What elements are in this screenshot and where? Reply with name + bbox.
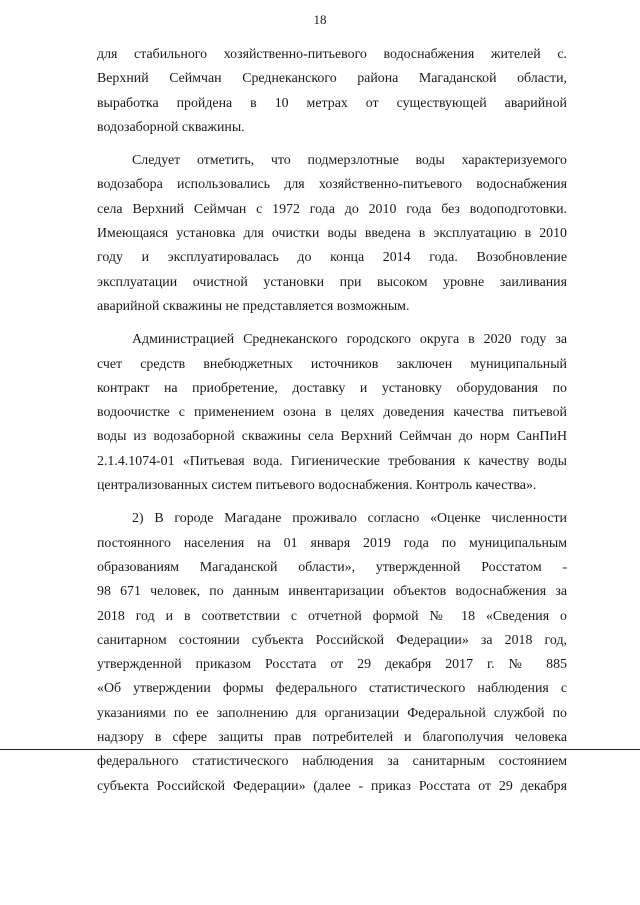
text-line: субъекта Российской Федерации» (далее - приказ Росстата от 29 декабря [97,778,567,794]
text-line: водоочистке с применением озона в целях доведения качества питьевой [97,405,567,421]
text-line: счет средств внебюджетных источников заключен муниципальный [97,356,567,372]
text-line: водозабора использовались для хозяйственно-питьевого водоснабжения [97,177,567,193]
text-line: аварийной скважины не представляется возможным. [97,298,410,314]
text-line: 2.1.4.1074-01 «Питьевая вода. Гигиенические требования к качеству воды [97,453,567,469]
text-line: водозаборной скважины. [97,119,245,135]
page-number: 18 [313,12,327,27]
text-line: для стабильного хозяйственно-питьевого водоснабжения жителей с. [97,47,567,62]
text-line: утвержденной приказом Росстата от 29 декабря 2017 г. № 885 [97,657,567,673]
text-line: села Верхний Сеймчан с 1972 года до 2010 года без водоподготовки. [97,201,567,217]
text-line: постоянного населения на 01 января 2019 года по муниципальным [97,535,567,551]
text-line: 2) В городе Магадане проживало согласно «Оценке численности [132,511,567,527]
text-line: «Об утверждении формы федерального статистического наблюдения с [97,681,567,697]
page-bottom-divider [0,749,640,750]
text-line: контракт на приобретение, доставку и установку оборудования по [97,380,567,396]
text-line: Верхний Сеймчан Среднеканского района Магаданской области, [97,71,567,87]
paragraph-1 [97,43,567,140]
text-line: санитарном состоянии субъекта Российской Федерации» за 2018 год, [97,632,567,648]
text-line: эксплуатации очистной установки при высоком уровне заиливания [97,274,567,290]
text-line: 2018 год и в соответствии с отчетной формой № 18 «Сведения о [97,608,567,624]
text-line: указаниями по ее заполнению для организации Федеральной службой по [97,705,567,721]
text-line: Администрацией Среднеканского городского округа в 2020 году за [132,332,567,348]
text-line: централизованных систем питьевого водоснабжения. Контроль качества». [97,478,537,494]
text-line: воды из водозаборной скважины села Верхний Сеймчан до норм СанПиН [97,429,567,445]
text-line: надзору в сфере защиты прав потребителей и благополучия человека [97,730,567,746]
text-line: выработка пройдена в 10 метрах от существующей аварийной [97,95,567,111]
paragraph-2 [97,149,567,319]
text-line: образованиям Магаданской области», утвержденной Росстатом - [97,559,567,575]
paragraph-3 [97,328,567,498]
text-line: году и эксплуатировалась до конца 2014 года. Возобновление [97,250,567,266]
text-line: Следует отметить, что подмерзлотные воды характеризуемого [132,153,567,169]
text-line: Имеющаяся установка для очистки воды введена в эксплуатацию в 2010 [97,226,567,242]
document-body [97,43,567,799]
paragraph-4 [97,507,567,799]
text-line: 98 671 человек, по данным инвентаризации объектов водоснабжения за [97,584,567,600]
text-line: федерального статистического наблюдения за санитарным состоянием [97,754,567,770]
